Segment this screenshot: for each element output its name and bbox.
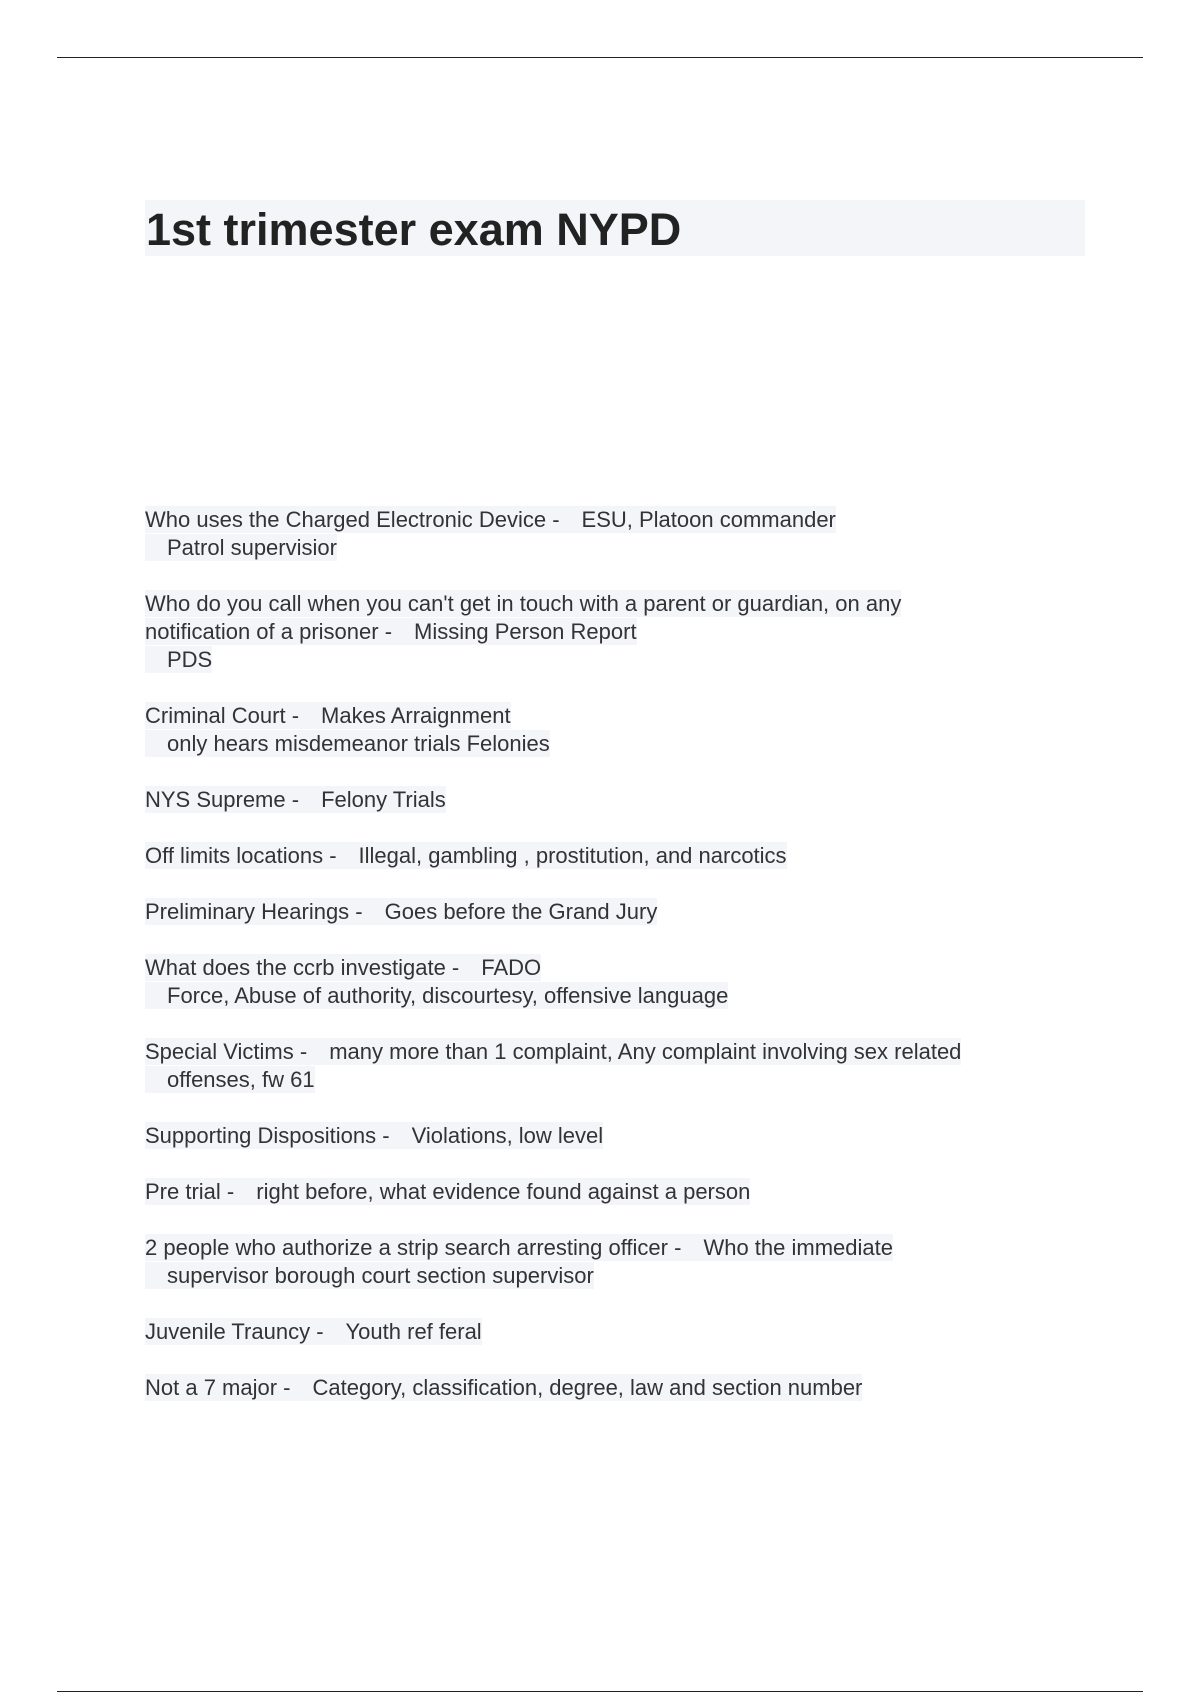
answer: Illegal, gambling , prostitution, and narcotics: [337, 842, 787, 869]
answer: Felony Trials: [299, 786, 446, 813]
term: Who do you call when you can't get in touch with a parent or guardian, on any notification of a prisoner -: [145, 591, 902, 644]
page-title: 1st trimester exam NYPD: [146, 204, 682, 255]
term: What does the ccrb investigate -: [145, 955, 460, 980]
term: Not a 7 major -: [145, 1375, 291, 1400]
answer: Who the immediate supervisor borough court section supervisor: [145, 1234, 893, 1289]
flashcard-entry: [145, 1038, 1105, 1094]
term: Special Victims -: [145, 1039, 308, 1064]
flashcard-entry: [145, 1318, 1105, 1346]
flashcard-list: [145, 506, 1105, 1430]
answer: many more than 1 complaint, Any complaint involving sex related offenses, fw 61: [145, 1038, 961, 1093]
term: 2 people who authorize a strip search arresting officer -: [145, 1235, 682, 1260]
flashcard-entry: [145, 590, 1105, 674]
flashcard-entry: [145, 786, 1105, 814]
term: NYS Supreme -: [145, 787, 300, 812]
answer: Goes before the Grand Jury: [363, 898, 658, 925]
bottom-rule: [57, 1691, 1143, 1692]
flashcard-entry: [145, 1234, 1105, 1290]
flashcard-entry: [145, 1178, 1105, 1206]
answer: Makes Arraignment only hears misdemeanor trials Felonies: [145, 702, 550, 757]
flashcard-entry: [145, 842, 1105, 870]
flashcard-entry: [145, 506, 1105, 562]
top-rule: [57, 57, 1143, 58]
answer: Category, classification, degree, law and section number: [291, 1374, 863, 1401]
flashcard-entry: [145, 954, 1105, 1010]
flashcard-entry: [145, 702, 1105, 758]
answer: ESU, Platoon commander Patrol supervisior: [145, 506, 836, 561]
term: Preliminary Hearings -: [145, 899, 363, 924]
term: Criminal Court -: [145, 703, 300, 728]
flashcard-entry: [145, 898, 1105, 926]
flashcard-entry: [145, 1122, 1105, 1150]
term: Supporting Dispositions -: [145, 1123, 390, 1148]
answer: Violations, low level: [390, 1122, 604, 1149]
answer: right before, what evidence found against a person: [234, 1178, 750, 1205]
answer: FADO Force, Abuse of authority, discourtesy, offensive language: [145, 954, 728, 1009]
term: Off limits locations -: [145, 843, 337, 868]
term: Juvenile Trauncy -: [145, 1319, 324, 1344]
term: Pre trial -: [145, 1179, 235, 1204]
flashcard-entry: [145, 1374, 1105, 1402]
answer: Youth ref feral: [324, 1318, 482, 1345]
term: Who uses the Charged Electronic Device -: [145, 507, 560, 532]
answer: Missing Person Report PDS: [145, 618, 637, 673]
